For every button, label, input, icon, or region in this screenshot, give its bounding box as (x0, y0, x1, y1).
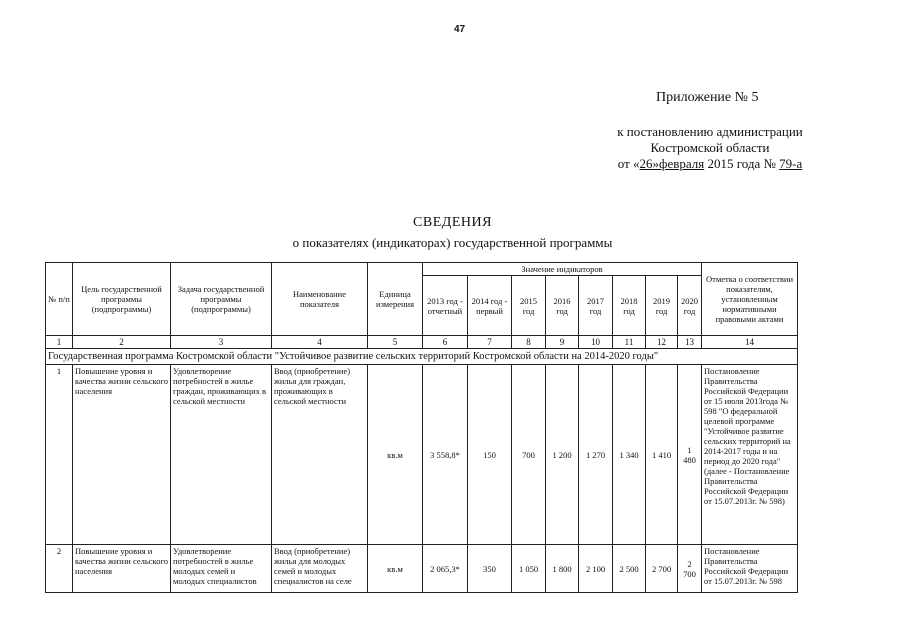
table-row (46, 365, 798, 545)
header-year: 2020 год (678, 276, 702, 336)
header-unit: Единица измерения (368, 263, 423, 336)
decree-month: »февраля (652, 156, 705, 171)
row-note: Постановление Правительства Российской Федерации от 15 июля 2013года № 598 "О федеральной целевой программе "Устойчивое развитие сельских территорий на 2014-2017 годы и на период до 2020 года" (далее - Постановление Правительства Российской Федерации от 15.07.2013г. № 598) (702, 365, 798, 545)
row-value: 2 500 (613, 545, 646, 593)
row-value: 2 100 (579, 545, 613, 593)
column-number: 14 (702, 336, 798, 349)
row-num: 1 (46, 365, 73, 545)
header-year: 2013 год - отчетный (423, 276, 468, 336)
decree-line-2: Костромской области (650, 140, 770, 155)
decree-year: 2015 года № (704, 156, 780, 171)
row-value: 1 800 (546, 545, 579, 593)
decree-number: 79-а (779, 156, 803, 171)
row-value: 2 700 (646, 545, 678, 593)
row-indicator: Ввод (приобретение) жилья для граждан, проживающих в сельской местности (272, 365, 368, 545)
row-value: 1 050 (512, 545, 546, 593)
row-value: 150 (468, 365, 512, 545)
decree-line-3 (610, 156, 810, 172)
header-values-group: Значение индикаторов (423, 263, 702, 276)
column-number: 7 (468, 336, 512, 349)
row-note: Постановление Правительства Российской Федерации от 15.07.2013г. № 598 (702, 545, 798, 593)
row-value: 700 (512, 365, 546, 545)
header-year: 2015 год (512, 276, 546, 336)
row-value: 2 700 (678, 545, 702, 593)
row-task: Удовлетворение потребностей в жилье молодых семей и молодых специалистов (171, 545, 272, 593)
row-value: 2 065,3* (423, 545, 468, 593)
header-task: Задача государственной программы (подпрограммы) (171, 263, 272, 336)
header-year: 2014 год - первый (468, 276, 512, 336)
column-number: 8 (512, 336, 546, 349)
row-goal: Повышение уровня и качества жизни сельского населения (73, 365, 171, 545)
row-value: 1 480 (678, 365, 702, 545)
row-goal: Повышение уровня и качества жизни сельского населения (73, 545, 171, 593)
row-unit: кв.м (368, 365, 423, 545)
column-number: 3 (171, 336, 272, 349)
row-value: 1 200 (546, 365, 579, 545)
decree-day: 26 (639, 156, 653, 171)
appendix-title: Приложение № 5 (656, 90, 759, 105)
header-note: Отметка о соответствии показателям, установленным нормативными правовыми актами (702, 263, 798, 336)
column-number: 1 (46, 336, 73, 349)
column-number: 12 (646, 336, 678, 349)
row-value: 1 270 (579, 365, 613, 545)
row-task: Удовлетворение потребностей в жилье граждан, проживающих в сельской местности (171, 365, 272, 545)
column-number: 4 (272, 336, 368, 349)
header-year: 2017 год (579, 276, 613, 336)
column-number: 2 (73, 336, 171, 349)
decree-prefix: от « (617, 156, 640, 171)
header-year: 2016 год (546, 276, 579, 336)
row-unit: кв.м (368, 545, 423, 593)
row-indicator: Ввод (приобретение) жилья для молодых семей и молодых специалистов на селе (272, 545, 368, 593)
decree-block (610, 124, 810, 172)
column-number: 13 (678, 336, 702, 349)
header-year: 2018 год (613, 276, 646, 336)
indicators-table (45, 262, 798, 593)
row-value: 1 410 (646, 365, 678, 545)
column-number: 9 (546, 336, 579, 349)
row-value: 3 558,8* (423, 365, 468, 545)
header-num: № п/п (46, 263, 73, 336)
header-year: 2019 год (646, 276, 678, 336)
document-subtitle: о показателях (индикаторах) государственной программы (292, 235, 613, 250)
decree-line-1: к постановлению администрации (617, 124, 803, 139)
column-number: 5 (368, 336, 423, 349)
row-value: 1 340 (613, 365, 646, 545)
column-number: 10 (579, 336, 613, 349)
column-number: 6 (423, 336, 468, 349)
page-number: 47 (454, 24, 466, 35)
program-title-row: Государственная программа Костромской области "Устойчивое развитие сельских территорий Костромской области на 2014-2020 годы" (46, 349, 798, 365)
table-row (46, 545, 798, 593)
column-number: 11 (613, 336, 646, 349)
row-num: 2 (46, 545, 73, 593)
header-indicator: Наименование показателя (272, 263, 368, 336)
header-goal: Цель государственной программы (подпрограммы) (73, 263, 171, 336)
document-title: СВЕДЕНИЯ (413, 215, 492, 230)
row-value: 350 (468, 545, 512, 593)
